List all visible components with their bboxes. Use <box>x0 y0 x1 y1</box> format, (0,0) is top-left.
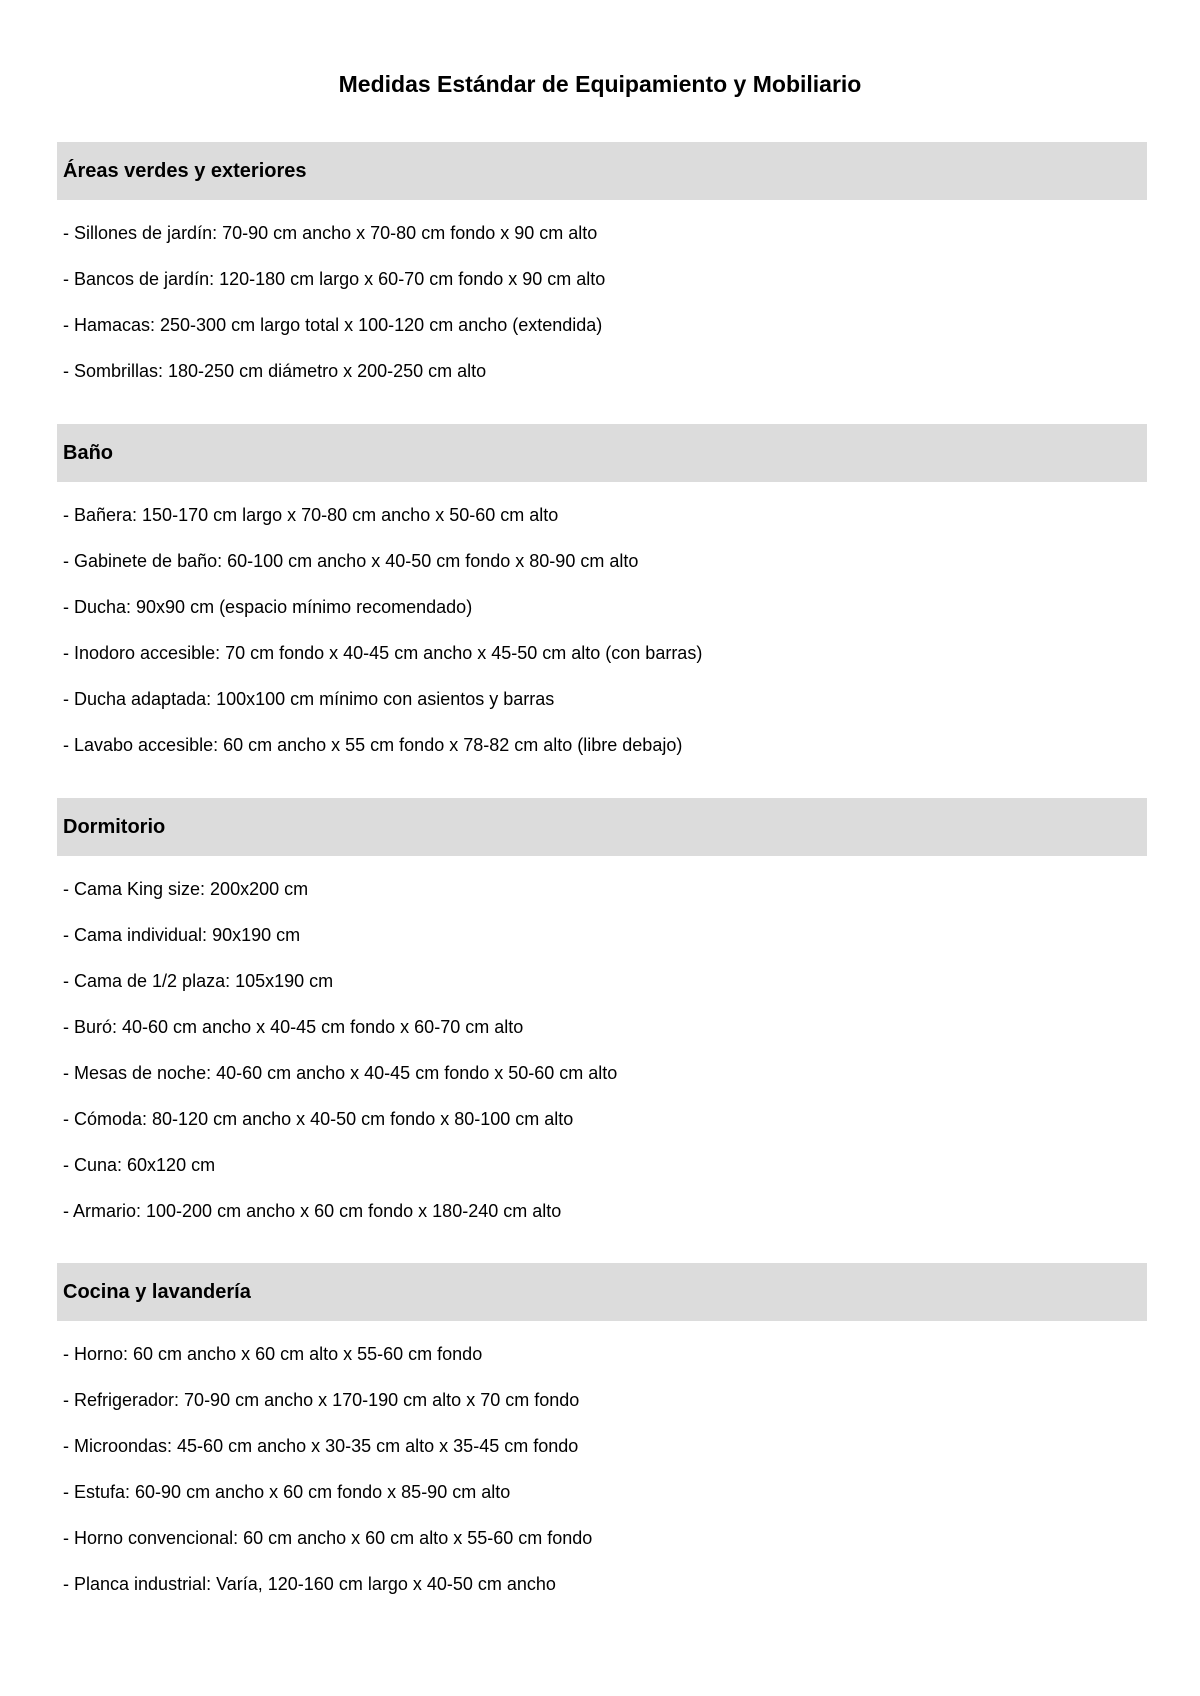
item-list <box>57 1331 1147 1607</box>
section-heading: Dormitorio <box>57 798 1147 856</box>
section-cocina-lavanderia <box>57 1263 1147 1607</box>
section-dormitorio <box>57 798 1147 1234</box>
item-list <box>57 492 1147 768</box>
list-item: - Cama de 1/2 plaza: 105x190 cm <box>63 971 334 991</box>
list-item: - Buró: 40-60 cm ancho x 40-45 cm fondo x 60-70 cm alto <box>63 1017 524 1037</box>
list-item: - Bancos de jardín: 120-180 cm largo x 60-70 cm fondo x 90 cm alto <box>63 269 606 289</box>
list-item: - Horno convencional: 60 cm ancho x 60 cm alto x 55-60 cm fondo <box>63 1528 593 1548</box>
list-item: - Cómoda: 80-120 cm ancho x 40-50 cm fondo x 80-100 cm alto <box>63 1109 574 1129</box>
list-item: - Microondas: 45-60 cm ancho x 30-35 cm alto x 35-45 cm fondo <box>63 1436 579 1456</box>
list-item: - Cama King size: 200x200 cm <box>63 879 309 899</box>
section-heading: Cocina y lavandería <box>57 1263 1147 1321</box>
list-item: - Inodoro accesible: 70 cm fondo x 40-45 cm ancho x 45-50 cm alto (con barras) <box>63 643 703 663</box>
list-item: - Sillones de jardín: 70-90 cm ancho x 70-80 cm fondo x 90 cm alto <box>63 223 598 243</box>
list-item: - Refrigerador: 70-90 cm ancho x 170-190 cm alto x 70 cm fondo <box>63 1390 580 1410</box>
list-item: - Ducha adaptada: 100x100 cm mínimo con asientos y barras <box>63 689 555 709</box>
list-item: - Mesas de noche: 40-60 cm ancho x 40-45 cm fondo x 50-60 cm alto <box>63 1063 618 1083</box>
item-list <box>57 866 1147 1234</box>
list-item: - Lavabo accesible: 60 cm ancho x 55 cm fondo x 78-82 cm alto (libre debajo) <box>63 735 683 755</box>
section-heading: Baño <box>57 424 1147 482</box>
list-item: - Estufa: 60-90 cm ancho x 60 cm fondo x 85-90 cm alto <box>63 1482 511 1502</box>
list-item: - Gabinete de baño: 60-100 cm ancho x 40-50 cm fondo x 80-90 cm alto <box>63 551 639 571</box>
list-item: - Horno: 60 cm ancho x 60 cm alto x 55-60 cm fondo <box>63 1344 483 1364</box>
list-item: - Cama individual: 90x190 cm <box>63 925 301 945</box>
list-item: - Cuna: 60x120 cm <box>63 1155 216 1175</box>
list-item: - Armario: 100-200 cm ancho x 60 cm fondo x 180-240 cm alto <box>63 1201 562 1221</box>
list-item: - Sombrillas: 180-250 cm diámetro x 200-250 cm alto <box>63 361 487 381</box>
document-title: Medidas Estándar de Equipamiento y Mobiliario <box>338 71 862 97</box>
list-item: - Hamacas: 250-300 cm largo total x 100-120 cm ancho (extendida) <box>63 315 603 335</box>
section-heading: Áreas verdes y exteriores <box>57 142 1147 200</box>
section-areas-verdes <box>57 142 1147 394</box>
list-item: - Ducha: 90x90 cm (espacio mínimo recomendado) <box>63 597 473 617</box>
section-bano <box>57 424 1147 768</box>
item-list <box>57 210 1147 394</box>
list-item: - Bañera: 150-170 cm largo x 70-80 cm ancho x 50-60 cm alto <box>63 505 559 525</box>
list-item: - Planca industrial: Varía, 120-160 cm largo x 40-50 cm ancho <box>63 1574 556 1594</box>
